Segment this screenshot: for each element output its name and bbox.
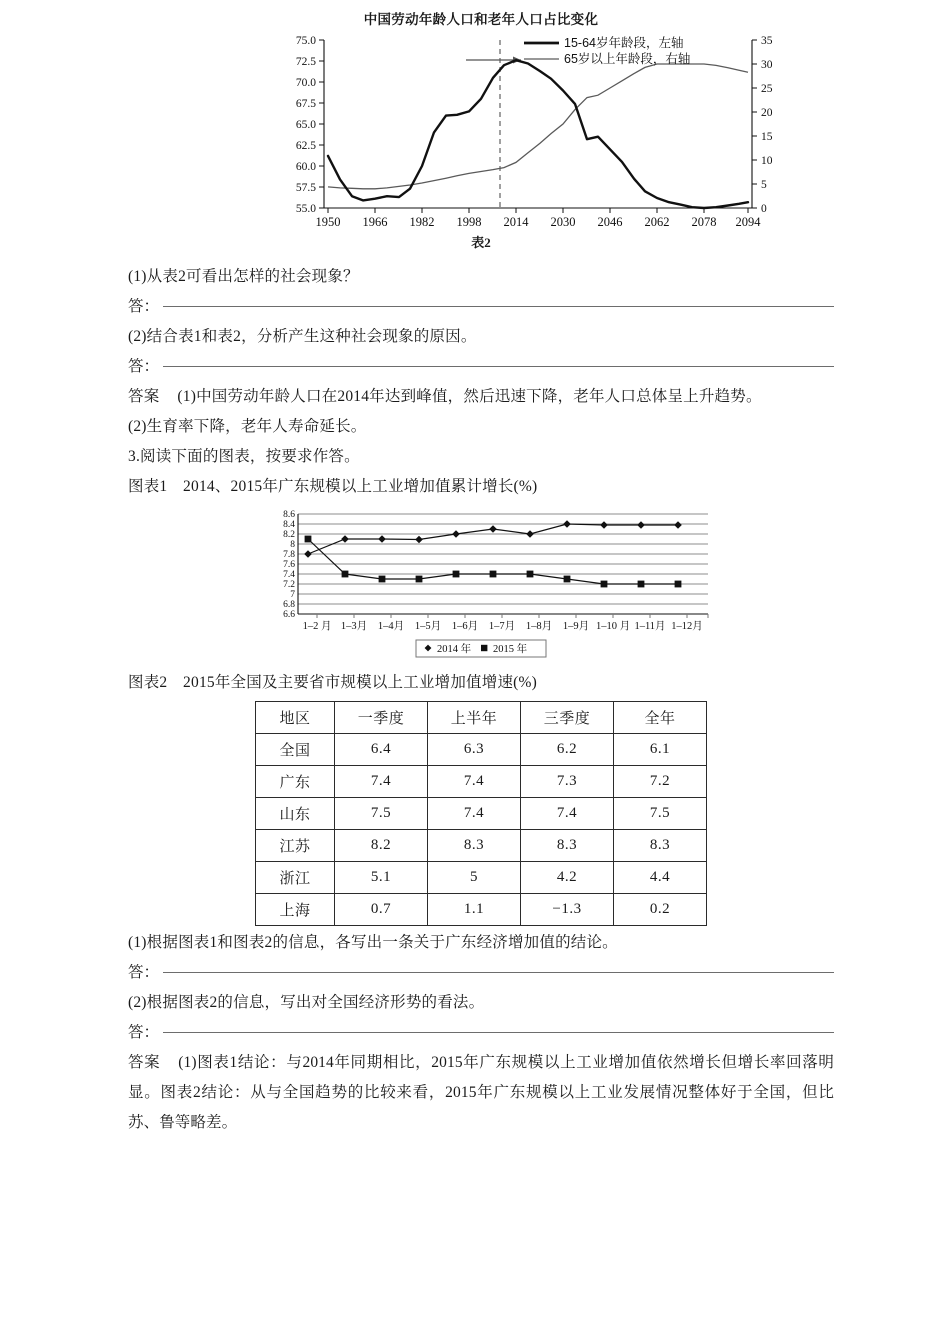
col-header-year: 全年 (614, 702, 707, 734)
cell-h1: 6.3 (428, 734, 521, 766)
cell-h1: 7.4 (428, 766, 521, 798)
cell-region: 浙江 (256, 862, 335, 894)
svg-text:1–9月: 1–9月 (562, 621, 590, 632)
chart1-legend (524, 35, 690, 66)
col-header-h1: 上半年 (428, 702, 521, 734)
chart1-right-ticks (752, 35, 773, 215)
cell-q3: −1.3 (521, 894, 614, 926)
chart1-title: 中国劳动年龄人口和老年人口占比变化 (363, 12, 599, 27)
answer-label: 答： (128, 964, 160, 981)
svg-text:2078: 2078 (691, 215, 717, 229)
answer-rule[interactable] (163, 972, 834, 973)
chart2-legend-marker-2015 (481, 645, 487, 651)
answer-1-1-text: (1)中国劳动年龄人口在2014年达到峰值，然后迅速下降，老年人口总体呈上升趋势。 (177, 388, 762, 405)
answer-label: 答： (128, 358, 160, 375)
svg-text:15: 15 (761, 131, 773, 143)
table-row (256, 830, 707, 862)
col-header-q3: 三季度 (521, 702, 614, 734)
cell-q1: 7.4 (335, 766, 428, 798)
svg-text:0: 0 (761, 203, 767, 215)
svg-text:1–2 月: 1–2 月 (302, 621, 332, 632)
chart1-legend-label-elderly: 65岁以上年龄段，右轴 (564, 52, 691, 66)
chart1-left-ticks (296, 35, 324, 215)
chart2-series-2015-markers (305, 536, 682, 588)
chart-population-ratio (128, 0, 834, 262)
svg-text:20: 20 (761, 107, 773, 119)
table2-holder (128, 698, 834, 928)
svg-text:1–11月: 1–11月 (634, 621, 666, 632)
svg-text:1–8月: 1–8月 (525, 621, 553, 632)
chart2-legend (416, 640, 546, 657)
svg-text:62.5: 62.5 (295, 140, 316, 152)
svg-text:1–10 月: 1–10 月 (595, 621, 631, 632)
svg-text:75.0: 75.0 (295, 35, 316, 47)
svg-text:1–4月: 1–4月 (377, 621, 405, 632)
chart1-series-elderly (328, 64, 748, 189)
cell-q1: 7.5 (335, 798, 428, 830)
svg-text:7.6: 7.6 (283, 560, 295, 570)
cell-year: 4.4 (614, 862, 707, 894)
svg-text:6.8: 6.8 (283, 600, 295, 610)
cell-q1: 0.7 (335, 894, 428, 926)
cell-region: 全国 (256, 734, 335, 766)
chart1-section-caption: 图表1 2014、2015年广东规模以上工业增加值累计增长(%) (128, 478, 538, 495)
cell-year: 8.3 (614, 830, 707, 862)
svg-text:1–12月: 1–12月 (671, 621, 703, 632)
svg-text:8: 8 (290, 540, 295, 550)
svg-text:1950: 1950 (315, 215, 341, 229)
cell-region: 上海 (256, 894, 335, 926)
answer-heading: 答案 (128, 388, 160, 405)
svg-text:7.2: 7.2 (283, 580, 295, 590)
page-content (128, 0, 834, 1138)
svg-text:7.8: 7.8 (283, 550, 295, 560)
answer-rule[interactable] (163, 306, 834, 307)
chart2-legend-label-2014: 2014 年 (437, 644, 472, 655)
cell-q3: 6.2 (521, 734, 614, 766)
svg-text:2062: 2062 (644, 215, 670, 229)
table-industrial-growth (255, 701, 707, 926)
cell-q3: 8.3 (521, 830, 614, 862)
col-header-region: 地区 (256, 702, 335, 734)
answer-label: 答： (128, 298, 160, 315)
cell-q3: 4.2 (521, 862, 614, 894)
question-3-stem: 3.阅读下面的图表，按要求作答。 (128, 448, 360, 465)
table-header-row (256, 702, 707, 734)
svg-text:57.5: 57.5 (295, 182, 316, 194)
answer-line-3-1 (128, 958, 834, 988)
cell-year: 6.1 (614, 734, 707, 766)
cell-q1: 5.1 (335, 862, 428, 894)
svg-text:7.4: 7.4 (283, 570, 295, 580)
svg-text:8.2: 8.2 (283, 530, 295, 540)
svg-text:8.6: 8.6 (283, 510, 295, 520)
answer-rule[interactable] (163, 1032, 834, 1033)
answer-line-3-2 (128, 1018, 834, 1048)
chart1-caption: 表2 (471, 235, 491, 250)
chart1-legend-label-working: 15-64岁年龄段，左轴 (564, 36, 684, 50)
svg-text:30: 30 (761, 59, 773, 71)
cell-year: 0.2 (614, 894, 707, 926)
svg-text:1–6月: 1–6月 (451, 621, 479, 632)
svg-text:10: 10 (761, 155, 773, 167)
chart2-x-ticks (317, 614, 708, 618)
svg-text:72.5: 72.5 (295, 56, 316, 68)
cell-q3: 7.3 (521, 766, 614, 798)
svg-text:60.0: 60.0 (295, 161, 316, 173)
table-row (256, 894, 707, 926)
cell-q3: 7.4 (521, 798, 614, 830)
chart2-canvas (128, 502, 834, 662)
svg-text:70.0: 70.0 (295, 77, 316, 89)
answer-heading: 答案 (128, 1054, 161, 1071)
svg-text:5: 5 (761, 179, 767, 191)
svg-text:2046: 2046 (597, 215, 623, 229)
chart2-x-ticklabels (303, 620, 703, 632)
svg-text:8.4: 8.4 (283, 520, 295, 530)
answer-block-1 (128, 382, 834, 412)
table-row (256, 798, 707, 830)
svg-text:1–3月: 1–3月 (340, 621, 368, 632)
svg-text:6.6: 6.6 (283, 610, 295, 620)
answer-1-2-text: (2)生育率下降，老年人寿命延长。 (128, 418, 367, 435)
answer-block-3 (128, 1048, 834, 1138)
cell-year: 7.2 (614, 766, 707, 798)
cell-h1: 8.3 (428, 830, 521, 862)
answer-label: 答： (128, 1024, 160, 1041)
svg-text:1–5月: 1–5月 (414, 621, 442, 632)
chart2-y-ticklabels (283, 510, 295, 620)
svg-text:1966: 1966 (362, 215, 388, 229)
cell-q1: 8.2 (335, 830, 428, 862)
chart-guangdong-growth (128, 502, 834, 662)
cell-region: 广东 (256, 766, 335, 798)
table-row (256, 766, 707, 798)
svg-text:1–7月: 1–7月 (488, 621, 516, 632)
svg-text:2030: 2030 (550, 215, 576, 229)
chart2-section-caption: 图表2 2015年全国及主要省市规模以上工业增加值增速(%) (128, 674, 537, 691)
cell-h1: 5 (428, 862, 521, 894)
answer-line-1-1 (128, 292, 834, 322)
question-1-1: (1)从表2可看出怎样的社会现象？ (128, 268, 359, 285)
svg-text:2094: 2094 (735, 215, 761, 229)
col-header-q1: 一季度 (335, 702, 428, 734)
cell-q1: 6.4 (335, 734, 428, 766)
answer-3-text: (1)图表1结论：与2014年同期相比，2015年广东规模以上工业增加值依然增长但增长率回落明显。图表2结论：从与全国趋势的比较来看，2015年广东规模以上工业发展情况整体好于全国，但比苏、鲁等略差。 (128, 1054, 834, 1131)
answer-rule[interactable] (163, 366, 834, 367)
svg-text:25: 25 (761, 83, 773, 95)
svg-text:1998: 1998 (456, 215, 482, 229)
cell-region: 江苏 (256, 830, 335, 862)
chart2-legend-label-2015: 2015 年 (493, 644, 528, 655)
chart2-gridlines (298, 514, 708, 604)
cell-year: 7.5 (614, 798, 707, 830)
cell-h1: 7.4 (428, 798, 521, 830)
question-3-2: (2)根据图表2的信息，写出对全国经济形势的看法。 (128, 994, 485, 1011)
cell-h1: 1.1 (428, 894, 521, 926)
table-row (256, 862, 707, 894)
svg-text:35: 35 (761, 35, 773, 47)
svg-text:55.0: 55.0 (295, 203, 316, 215)
svg-text:65.0: 65.0 (295, 119, 316, 131)
question-1-2: (2)结合表1和表2，分析产生这种社会现象的原因。 (128, 328, 477, 345)
svg-text:67.5: 67.5 (295, 98, 316, 110)
table-row (256, 734, 707, 766)
answer-line-1-2 (128, 352, 834, 382)
svg-text:1982: 1982 (409, 215, 435, 229)
cell-region: 山东 (256, 798, 335, 830)
chart1-x-ticks (316, 208, 762, 229)
svg-text:2014: 2014 (503, 215, 529, 229)
svg-text:7: 7 (290, 590, 295, 600)
chart1-series-working-age (328, 60, 748, 208)
chart1-canvas (128, 0, 834, 262)
question-3-1: (1)根据图表1和图表2的信息，各写出一条关于广东经济增加值的结论。 (128, 934, 618, 951)
